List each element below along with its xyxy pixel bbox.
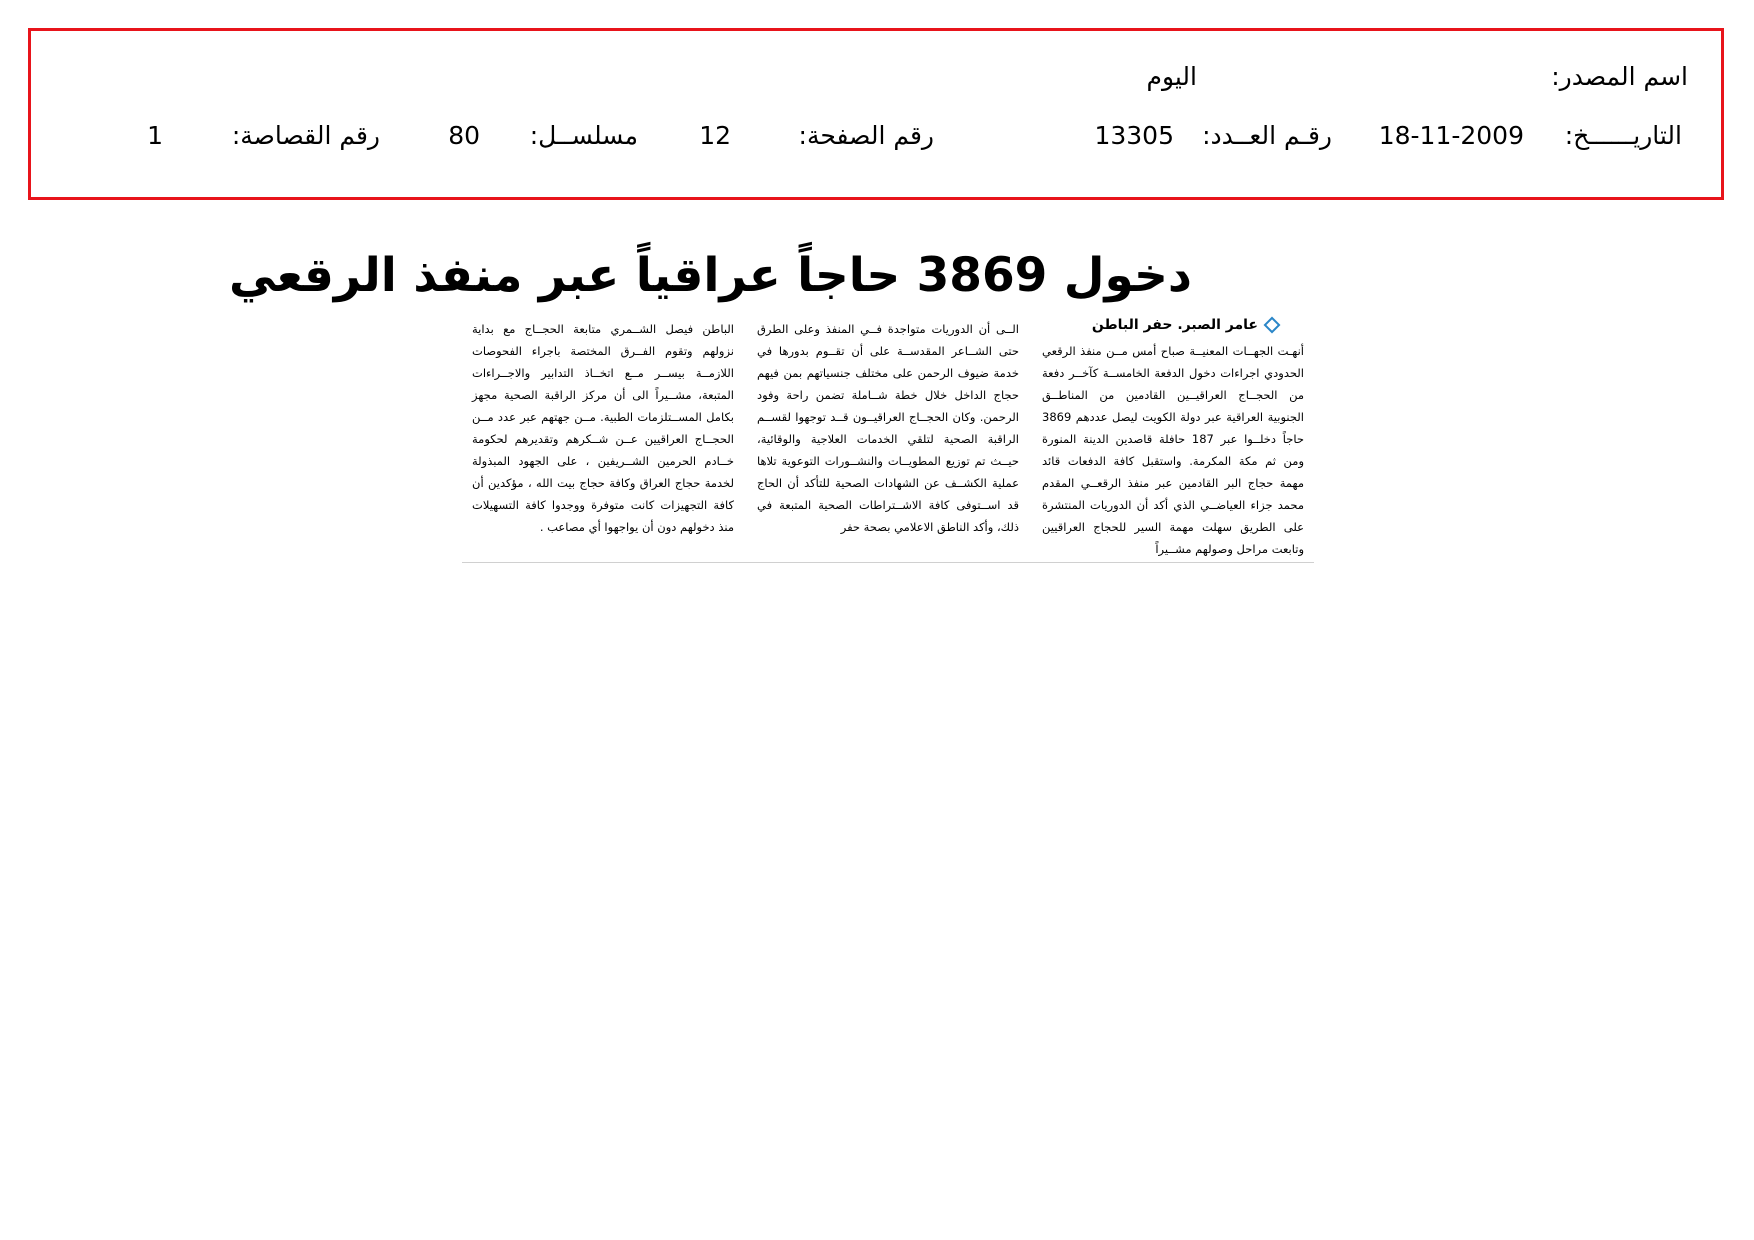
article-column-1 [1042,340,1304,560]
column-3-text: الباطن فيصل الشــمري متابعة الحجــاج مع بداية نزولهم وتقوم الفــرق المختصة باجراء الفحوصات اللازمــة بيســر مــع اتخــاذ التدابير والاجــراءات المتبعة، مشــيراً الى أن مركز الراقبة الصحية مجهز بكامل المســتلزمات الطبية. مــن جهتهم عبر عدد مــن الحجــاج العراقيين عــن شــكرهم وتقديرهم لحكومة خــادم الحرمين الشــريفين ، على الجهود المبذولة لخدمة حجاج العراق وكافة حجاج بيت الله ، مؤكدين أن كافة التجهيزات كانت متوفرة ووجدوا كافة التسهيلات منذ دخولهم دون أن يواجهوا أي مصاعب . [472,322,734,534]
bottom-rule [462,562,1314,563]
issue-label: رقـم العــدد: [1202,121,1332,150]
byline [1092,314,1278,336]
page-value: 12 [699,121,731,150]
date-label: التاريــــــخ: [1564,121,1682,150]
column-1-text: أنهـت الجهــات المعنيــة صباح أمس مــن منفذ الرقعي الحدودي اجراءات دخول الدفعة الخامســة كآخــر دفعة من الحجــاج العراقيــين القادمين من المناطــق الجنوبية العراقية عبر دولة الكويت ليصل عددهم 3869 حاجاً دخلــوا عبر 187 حافلة قاصدين الدينة المنورة ومن ثم مكة المكرمة. واستقبل كافة الدفعات قائد مهمة حجاج البر القادمين عبر منفذ الرقعــي المقدم محمد جزاء العياضــي الذي أكد أن الدوريات المنتشرة على الطريق سهلت مهمة السير للحجاج العراقيين وتابعت مراحل وصولهم مشــيراً [1042,344,1305,556]
clipping-label: رقم القصاصة: [231,121,380,150]
clipping-value: 1 [147,121,163,150]
page-label: رقم الصفحة: [798,121,934,150]
article-column-3 [472,318,734,538]
serial-value: 80 [448,121,480,150]
metadata-frame [28,28,1724,200]
source-label: اسم المصدر: [1551,62,1688,91]
serial-label: مسلســل: [529,121,638,150]
column-2-text: الــى أن الدوريات متواجدة فــي المنفذ وعلى الطرق حتى الشــاعر المقدســة على أن تقــوم بدورها في خدمة ضيوف الرحمن على مختلف جنسياتهم بمن فيهم حجاج الداخل خلال خطة شــاملة تضمن راحة وفود الرحمن. وكان الحجــاج العراقيــون قــد توجهوا لقســم الراقبة الصحية لتلقي الخدمات العلاجية والوقائية، حيــث تم توزيع المطويــات والنشــورات التوعوية تلاها عملية الكشــف عن الشهادات الصحية للتأكد أن الحاج قد اســتوفى كافة الاشــتراطات الصحية المتبعة في ذلك، وأكد الناطق الاعلامي بصحة حفر [757,322,1019,534]
source-value: اليوم [1146,62,1197,91]
article-headline: دخول 3869 حاجاً عراقياً عبر منفذ الرقعي [229,248,1192,303]
byline-text: عامر الصبر. حفر الباطن [1091,317,1258,333]
diamond-icon [1264,317,1281,334]
article-column-2 [757,318,1019,538]
newspaper-clipping [229,248,1314,568]
date-value: 18-11-2009 [1378,121,1524,150]
issue-value: 13305 [1094,121,1174,150]
